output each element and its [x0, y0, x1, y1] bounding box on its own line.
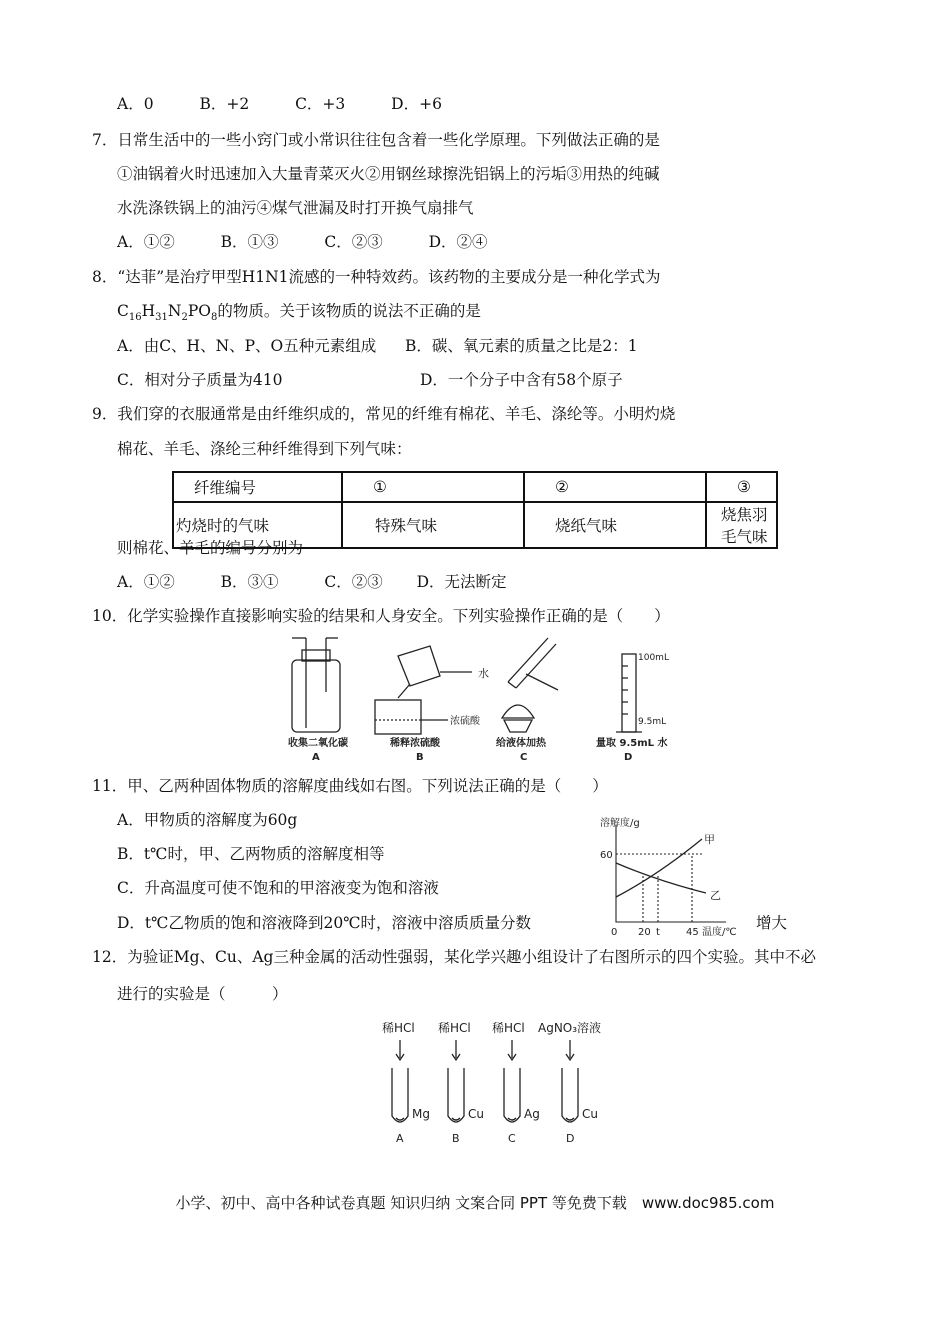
test-tube-b-icon: [448, 1040, 464, 1122]
metal-b: Cu: [468, 1107, 484, 1121]
q8-option-c: C．相对分子质量为410: [117, 371, 283, 389]
table-header-cell: ①: [342, 472, 524, 502]
table-cell: 特殊气味: [342, 502, 524, 548]
q10-stem: 10．化学实验操作直接影响实验的结果和人身安全。下列实验操作正确的是（ ）: [92, 607, 670, 625]
q8-line2: [117, 300, 481, 329]
q9-option-d: D．无法断定: [416, 573, 507, 591]
reagent-d: AgNO₃溶液: [538, 1021, 602, 1035]
caption-b: 稀释浓硫酸: [390, 738, 440, 749]
caption-d: 量取 9.5mL 水: [596, 738, 668, 749]
graph-x-tick-45: 45: [686, 927, 699, 938]
graph-x-tick-0: 0: [611, 927, 618, 938]
q6-options: [117, 93, 442, 115]
q8-option-a: A．由C、H、N、P、O五种元素组成: [117, 337, 377, 355]
gas-bottle-icon: [292, 638, 340, 732]
q6-option-a: A．0: [117, 95, 154, 113]
letter-b: B: [416, 752, 424, 762]
caption-c: 给液体加热: [496, 738, 546, 749]
graph-x-tick-20: 20: [638, 927, 651, 938]
test-tube-heating-icon: [502, 638, 558, 732]
graph-y-tick: 60: [600, 850, 613, 861]
q7-option-c: C．②③: [324, 233, 383, 251]
q8-formula: $C_{16}H_{31}N_2PO_8$: [117, 302, 218, 324]
label-acid: 浓硫酸: [450, 716, 480, 727]
q11-option-c: C．升高温度可使不饱和的甲溶液变为饱和溶液: [117, 879, 439, 897]
test-tube-a-icon: [392, 1040, 408, 1122]
q7-option-d: D．②④: [428, 233, 488, 251]
metal-d: Cu: [582, 1107, 598, 1121]
q6-option-c: C．+3: [295, 95, 346, 113]
q9-option-b: B．③①: [220, 573, 279, 591]
q12-stem: 12．为验证Mg、Cu、Ag三种金属的活动性强弱，某化学兴趣小组设计了右图所示的四个实验。其中不必: [92, 948, 816, 966]
q7-stem: 7．日常生活中的一些小窍门或小常识往往包含着一些化学原理。下列做法正确的是: [92, 131, 660, 149]
graph-xlabel: 温度/℃: [702, 927, 737, 938]
q9-option-a: A．①②: [117, 573, 175, 591]
q11-option-d-tail: 增大: [756, 914, 788, 932]
table-header-cell: ③: [706, 472, 777, 502]
q9-options: [117, 571, 507, 593]
letter-c: C: [520, 752, 528, 762]
q9-line3: 则棉花、羊毛的编号分别为: [117, 539, 304, 557]
label-yi: 乙: [710, 889, 721, 902]
caption-a: 收集二氧化碳: [288, 738, 348, 749]
graph-x-tick-t: t: [656, 927, 660, 938]
q9-option-c: C．②③: [324, 573, 383, 591]
page-footer: 小学、初中、高中各种试卷真题 知识归纳 文案合同 PPT 等免费下载 www.doc985.com: [175, 1194, 775, 1212]
metal-c: Ag: [524, 1107, 540, 1121]
q7-option-a: A．①②: [117, 233, 175, 251]
metal-activity-figure: [378, 1018, 628, 1148]
metal-a: Mg: [412, 1107, 430, 1121]
label-jia: 甲: [704, 833, 715, 846]
letter-a: A: [312, 752, 320, 762]
q11-option-b: B．t℃时，甲、乙两物质的溶解度相等: [117, 845, 385, 863]
table-row: [173, 472, 777, 502]
table-cell: 烧纸气味: [524, 502, 706, 548]
label-9-5ml: 9.5mL: [638, 717, 667, 727]
reagent-b: 稀HCl: [438, 1021, 471, 1035]
table-header-cell: 纤维编号: [173, 472, 342, 502]
test-tube-d-icon: [562, 1040, 578, 1122]
q7-line3: 水洗涤铁锅上的油污④煤气泄漏及时打开换气扇排气: [117, 199, 474, 217]
q7-option-b: B．①③: [220, 233, 279, 251]
label-100ml: 100mL: [638, 653, 669, 663]
q12-line2: 进行的实验是（ ）: [117, 985, 288, 1003]
graph-ylabel: 溶解度/g: [600, 818, 640, 829]
table-cell: 灼烧时的气味: [173, 502, 342, 548]
q8-line2-text: 的物质。关于该物质的说法不正确的是: [217, 302, 481, 320]
tube-letter-b: B: [452, 1132, 460, 1145]
reagent-a: 稀HCl: [382, 1021, 415, 1035]
q9-line2: 棉花、羊毛、涤纶三种纤维得到下列气味：: [117, 440, 412, 458]
q7-options: [117, 231, 488, 253]
solubility-curve-graph: [598, 815, 738, 940]
table-cell: 烧焦羽毛气味: [706, 502, 777, 548]
label-water: 水: [478, 667, 489, 680]
tube-letter-d: D: [566, 1132, 575, 1145]
reagent-c: 稀HCl: [492, 1021, 525, 1035]
q6-option-b: B．+2: [199, 95, 250, 113]
table-header-cell: ②: [524, 472, 706, 502]
q8-option-b: B．碳、氧元素的质量之比是2：1: [405, 337, 638, 355]
q7-line2: ①油锅着火时迅速加入大量青菜灭火②用钢丝球擦洗铝锅上的污垢③用热的纯碱: [117, 165, 660, 183]
letter-d: D: [624, 752, 633, 762]
q9-stem: 9．我们穿的衣服通常是由纤维织成的，常见的纤维有棉花、羊毛、涤纶等。小明灼烧: [92, 405, 676, 423]
q11-stem: 11．甲、乙两种固体物质的溶解度曲线如右图。下列说法正确的是（ ）: [92, 777, 608, 795]
q8-option-d: D．一个分子中含有58个原子: [420, 371, 623, 389]
q11-option-d: D．t℃乙物质的饱和溶液降到20℃时，溶液中溶质质量分数: [117, 914, 532, 932]
tube-letter-a: A: [396, 1132, 404, 1145]
tube-letter-c: C: [508, 1132, 516, 1145]
lab-operations-figure: [280, 632, 670, 762]
test-tube-c-icon: [504, 1040, 520, 1122]
q11-option-a: A．甲物质的溶解度为60g: [117, 811, 298, 829]
q6-option-d: D．+6: [391, 95, 442, 113]
q8-stem: 8．“达菲”是治疗甲型H1N1流感的一种特效药。该药物的主要成分是一种化学式为: [92, 268, 661, 286]
